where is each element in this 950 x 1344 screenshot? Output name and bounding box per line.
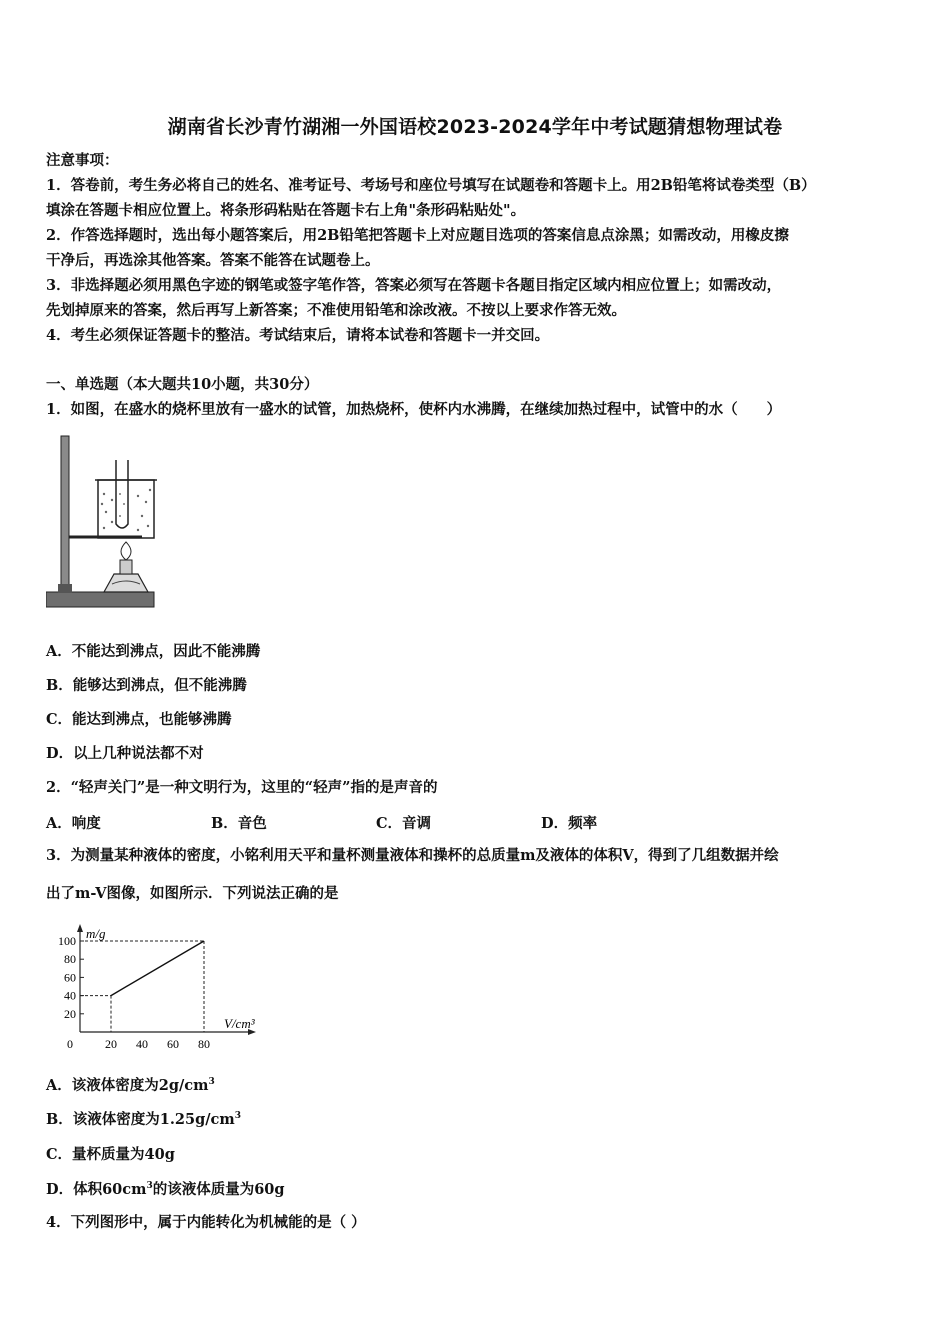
notice-line: 3．非选择题必须用黑色字迹的钢笔或签字笔作答，答案必须写在答题卡各题目指定区域内相应位置上；如需改动， bbox=[46, 277, 782, 294]
mass-volume-chart bbox=[46, 920, 276, 1062]
beaker-heating-figure bbox=[46, 432, 164, 612]
x-tick-label: 80 bbox=[198, 1037, 210, 1051]
series-line bbox=[111, 941, 204, 996]
option-b: B．音色 bbox=[211, 815, 267, 832]
option-a-text: A．该液体密度为2g/cm bbox=[46, 1077, 209, 1094]
page-title: 湖南省长沙青竹湖湘一外国语校2023-2024学年中考试题猜想物理试卷 bbox=[167, 116, 783, 138]
option-d-text-1: D．体积60cm bbox=[46, 1181, 147, 1198]
question-stem: 4．下列图形中，属于内能转化为机械能的是（ ） bbox=[46, 1214, 366, 1231]
option-a bbox=[46, 1076, 910, 1096]
option-c: C．音调 bbox=[376, 815, 432, 832]
y-axis-label: m/g bbox=[86, 926, 106, 941]
notice-line: 先划掉原来的答案，然后再写上新答案；不准使用铅笔和涂改液。不按以上要求作答无效。 bbox=[46, 302, 626, 319]
y-tick-label: 100 bbox=[58, 934, 76, 948]
notice-line: 4．考生必须保证答题卡的整洁。考试结束后，请将本试卷和答题卡一并交回。 bbox=[46, 327, 550, 344]
option-d-text-2: 的该液体质量为60g bbox=[152, 1181, 285, 1198]
y-axis-arrow bbox=[77, 924, 83, 932]
y-tick-label: 40 bbox=[64, 988, 76, 1003]
option-c: C．量杯质量为40g bbox=[46, 1146, 175, 1163]
option-a: A．响度 bbox=[46, 815, 101, 832]
option-b-text: B．该液体密度为1.25g/cm bbox=[46, 1111, 235, 1128]
notice-line: 填涂在答题卡相应位置上。将条形码粘贴在答题卡右上角"条形码粘贴处"。 bbox=[46, 202, 526, 219]
superscript: 3 bbox=[234, 1111, 241, 1122]
x-tick-label: 20 bbox=[105, 1037, 117, 1051]
notice-heading: 注意事项： bbox=[46, 152, 119, 169]
notice-line: 干净后，再选涂其他答案。答案不能答在试题卷上。 bbox=[46, 252, 380, 269]
superscript: 3 bbox=[146, 1181, 153, 1192]
options-row bbox=[46, 812, 597, 833]
x-tick-label: 40 bbox=[136, 1037, 148, 1051]
question-stem: 1．如图，在盛水的烧杯里放有一盛水的试管，加热烧杯，使杯内水沸腾，在继续加热过程中，试管中的水（ ） bbox=[46, 401, 782, 418]
x-tick-label: 0 bbox=[67, 1037, 73, 1051]
section-heading: 一、单选题（本大题共10小题，共30分） bbox=[46, 376, 319, 393]
notice-line: 2．作答选择题时，选出每小题答案后，用2B铅笔把答题卡上对应题目选项的答案信息点涂黑；如需改动，用橡皮擦 bbox=[46, 227, 789, 244]
x-axis-label: V/cm³ bbox=[224, 1016, 255, 1031]
option-c: C．能达到沸点，也能够沸腾 bbox=[46, 711, 232, 728]
y-tick-label: 60 bbox=[64, 970, 76, 985]
option-d bbox=[46, 1180, 910, 1200]
superscript: 3 bbox=[208, 1077, 215, 1088]
notice-line: 1．答卷前，考生务必将自己的姓名、准考证号、考场号和座位号填写在试题卷和答题卡上。用2B铅笔将试卷类型（B） bbox=[46, 177, 816, 194]
option-b: B．能够达到沸点，但不能沸腾 bbox=[46, 677, 247, 694]
option-a: A．不能达到沸点，因此不能沸腾 bbox=[46, 643, 261, 660]
question-stem: 2．“轻声关门”是一种文明行为，这里的“轻声”指的是声音的 bbox=[46, 779, 438, 796]
y-tick-label: 20 bbox=[64, 1006, 76, 1021]
option-d: D．频率 bbox=[541, 815, 598, 832]
question-stem: 3．为测量某种液体的密度，小铭利用天平和量杯测量液体和操杯的总质量m及液体的体积V，得到了几组数据并绘 bbox=[46, 847, 779, 864]
question-stem: 出了m-V图像，如图所示．下列说法正确的是 bbox=[46, 885, 339, 902]
option-d: D．以上几种说法都不对 bbox=[46, 745, 204, 762]
option-b bbox=[46, 1110, 910, 1130]
x-tick-label: 60 bbox=[167, 1037, 179, 1051]
y-tick-label: 80 bbox=[64, 952, 76, 967]
